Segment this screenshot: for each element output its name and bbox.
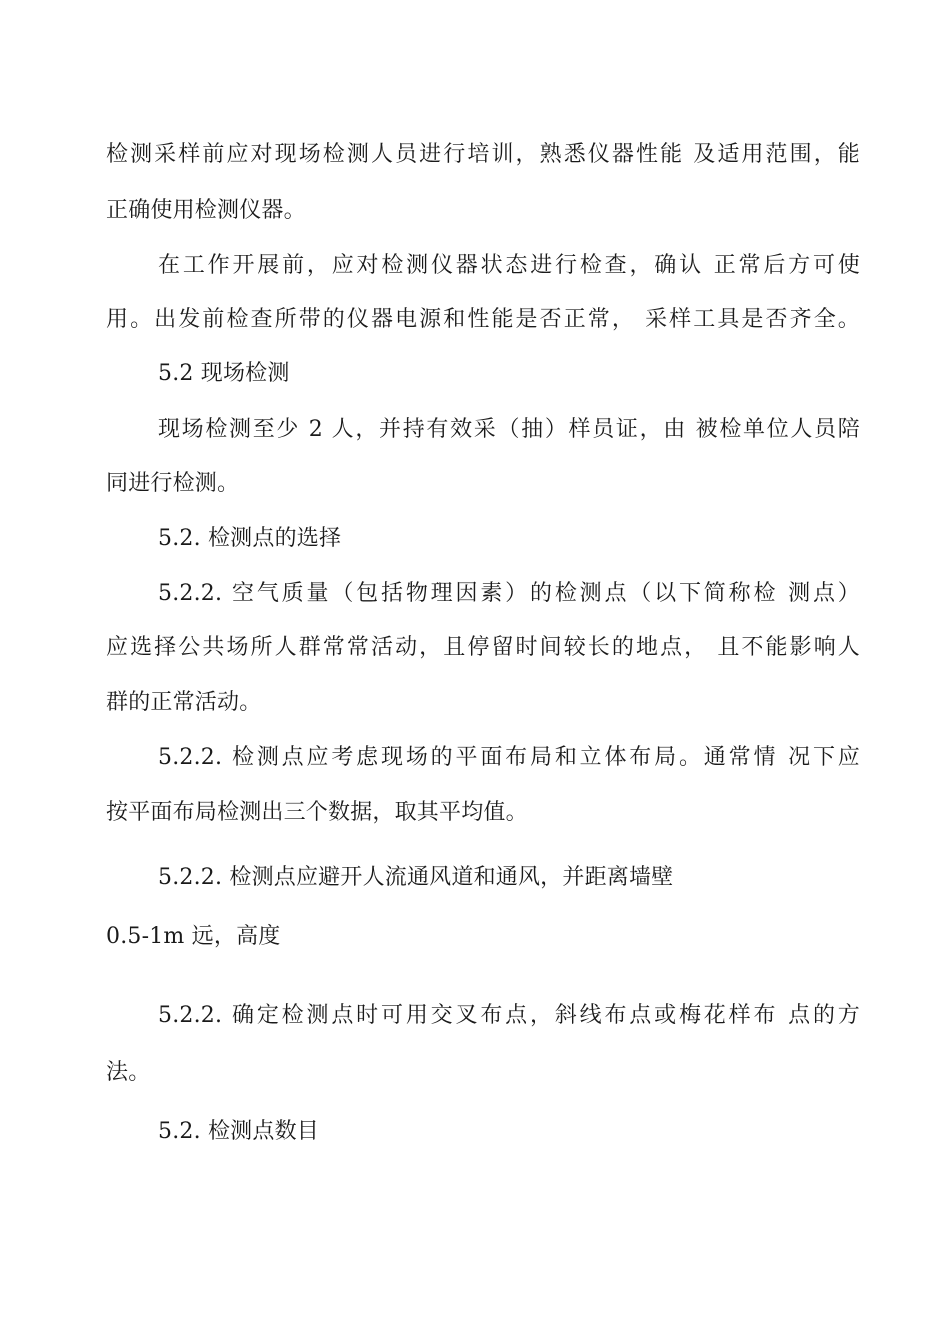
paragraph-line-14: 5.2.2. 检测点应避开人流通风道和通风，并距离墙壁 [158, 865, 674, 890]
section-heading-5-2: 5.2 现场检测 [158, 361, 290, 386]
paragraph-line-9: 5.2.2. 空气质量（包括物理因素）的检测点（以下简称检 测点） [158, 581, 860, 606]
paragraph-line-17: 法。 [106, 1060, 151, 1085]
paragraph-line-10: 应选择公共场所人群常常活动，且停留时间较长的地点， 且不能影响人 [106, 635, 860, 660]
paragraph-line-15: 0.5-1m 远，高度 [106, 924, 281, 949]
paragraph-line-3: 在工作开展前，应对检测仪器状态进行检查，确认 正常后方可使 [158, 253, 860, 278]
paragraph-line-4: 用。出发前检查所带的仪器电源和性能是否正常， 采样工具是否齐全。 [106, 307, 860, 332]
paragraph-line-12: 5.2.2. 检测点应考虑现场的平面布局和立体布局。通常情 况下应 [158, 745, 860, 770]
paragraph-line-1: 检测采样前应对现场检测人员进行培训，熟悉仪器性能 及适用范围，能 [106, 142, 860, 167]
paragraph-line-11: 群的正常活动。 [106, 690, 262, 715]
paragraph-line-7: 同进行检测。 [106, 471, 240, 496]
paragraph-line-16: 5.2.2. 确定检测点时可用交叉布点，斜线布点或梅花样布 点的方 [158, 1003, 860, 1028]
paragraph-line-13: 按平面布局检测出三个数据，取其平均值。 [106, 800, 528, 825]
paragraph-line-6: 现场检测至少 2 人，并持有效采（抽）样员证，由 被检单位人员陪 [158, 417, 860, 442]
section-heading-selection: 5.2. 检测点的选择 [158, 526, 342, 551]
paragraph-line-2: 正确使用检测仪器。 [106, 198, 306, 223]
section-heading-point-count: 5.2. 检测点数目 [158, 1119, 319, 1144]
